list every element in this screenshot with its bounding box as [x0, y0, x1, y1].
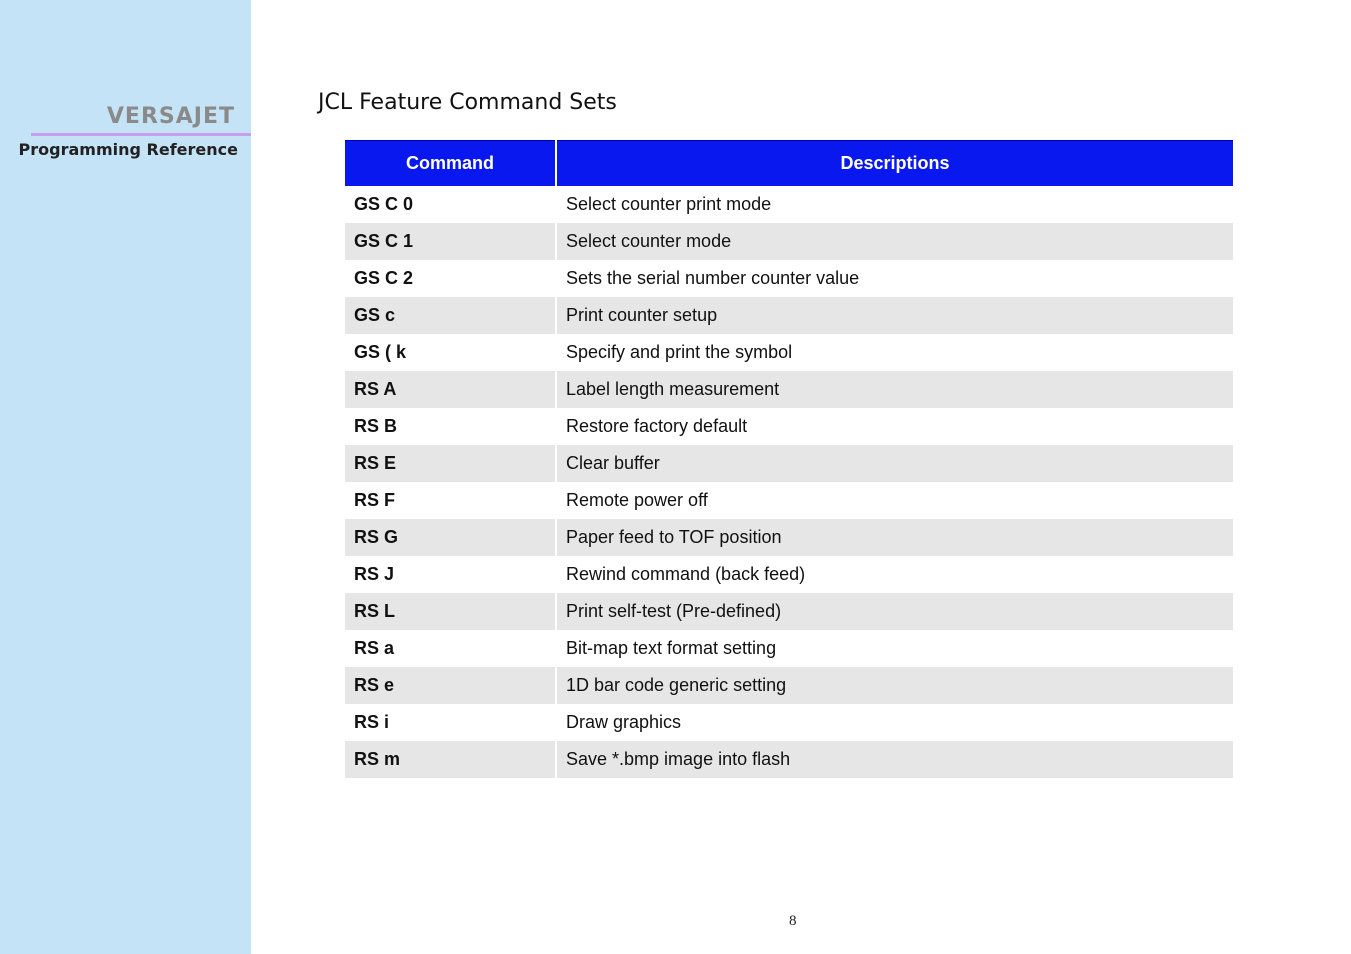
description-cell: Sets the serial number counter value	[556, 260, 1233, 297]
document-subtitle: Programming Reference	[18, 140, 238, 159]
table-row	[345, 519, 1233, 556]
brand-divider	[31, 133, 251, 136]
table-row	[345, 556, 1233, 593]
table-row	[345, 408, 1233, 445]
command-cell: RS a	[345, 630, 556, 667]
description-cell: Restore factory default	[556, 408, 1233, 445]
brand-logo-text: VERSAJET	[106, 104, 235, 129]
table-row	[345, 297, 1233, 334]
command-table	[345, 140, 1233, 778]
description-cell: Label length measurement	[556, 371, 1233, 408]
command-cell: RS G	[345, 519, 556, 556]
command-cell: RS B	[345, 408, 556, 445]
description-cell: Select counter print mode	[556, 186, 1233, 223]
command-cell: GS ( k	[345, 334, 556, 371]
command-cell: RS e	[345, 667, 556, 704]
table-row	[345, 186, 1233, 223]
table-row	[345, 334, 1233, 371]
table-header-row	[345, 141, 1233, 187]
description-cell: Save *.bmp image into flash	[556, 741, 1233, 778]
table-row	[345, 667, 1233, 704]
description-cell: Print counter setup	[556, 297, 1233, 334]
description-cell: Paper feed to TOF position	[556, 519, 1233, 556]
command-cell: GS C 0	[345, 186, 556, 223]
description-cell: Clear buffer	[556, 445, 1233, 482]
command-cell: RS i	[345, 704, 556, 741]
command-cell: RS A	[345, 371, 556, 408]
table-row	[345, 223, 1233, 260]
column-header-command: Command	[345, 141, 556, 187]
page-title: JCL Feature Command Sets	[318, 90, 617, 115]
description-cell: Select counter mode	[556, 223, 1233, 260]
table-body	[345, 186, 1233, 778]
description-cell: Rewind command (back feed)	[556, 556, 1233, 593]
description-cell: 1D bar code generic setting	[556, 667, 1233, 704]
command-cell: RS L	[345, 593, 556, 630]
description-cell: Specify and print the symbol	[556, 334, 1233, 371]
description-cell: Bit-map text format setting	[556, 630, 1233, 667]
command-cell: GS C 1	[345, 223, 556, 260]
table-row	[345, 371, 1233, 408]
command-cell: GS c	[345, 297, 556, 334]
table-row	[345, 482, 1233, 519]
command-cell: RS F	[345, 482, 556, 519]
column-header-description: Descriptions	[556, 141, 1233, 187]
table-row	[345, 260, 1233, 297]
description-cell: Draw graphics	[556, 704, 1233, 741]
command-cell: RS J	[345, 556, 556, 593]
table-row	[345, 704, 1233, 741]
table-row	[345, 741, 1233, 778]
command-cell: RS E	[345, 445, 556, 482]
table-row	[345, 593, 1233, 630]
page-number: 8	[789, 913, 797, 929]
command-cell: GS C 2	[345, 260, 556, 297]
table-row	[345, 630, 1233, 667]
sidebar	[0, 0, 251, 954]
command-cell: RS m	[345, 741, 556, 778]
table-row	[345, 445, 1233, 482]
description-cell: Print self-test (Pre-defined)	[556, 593, 1233, 630]
description-cell: Remote power off	[556, 482, 1233, 519]
